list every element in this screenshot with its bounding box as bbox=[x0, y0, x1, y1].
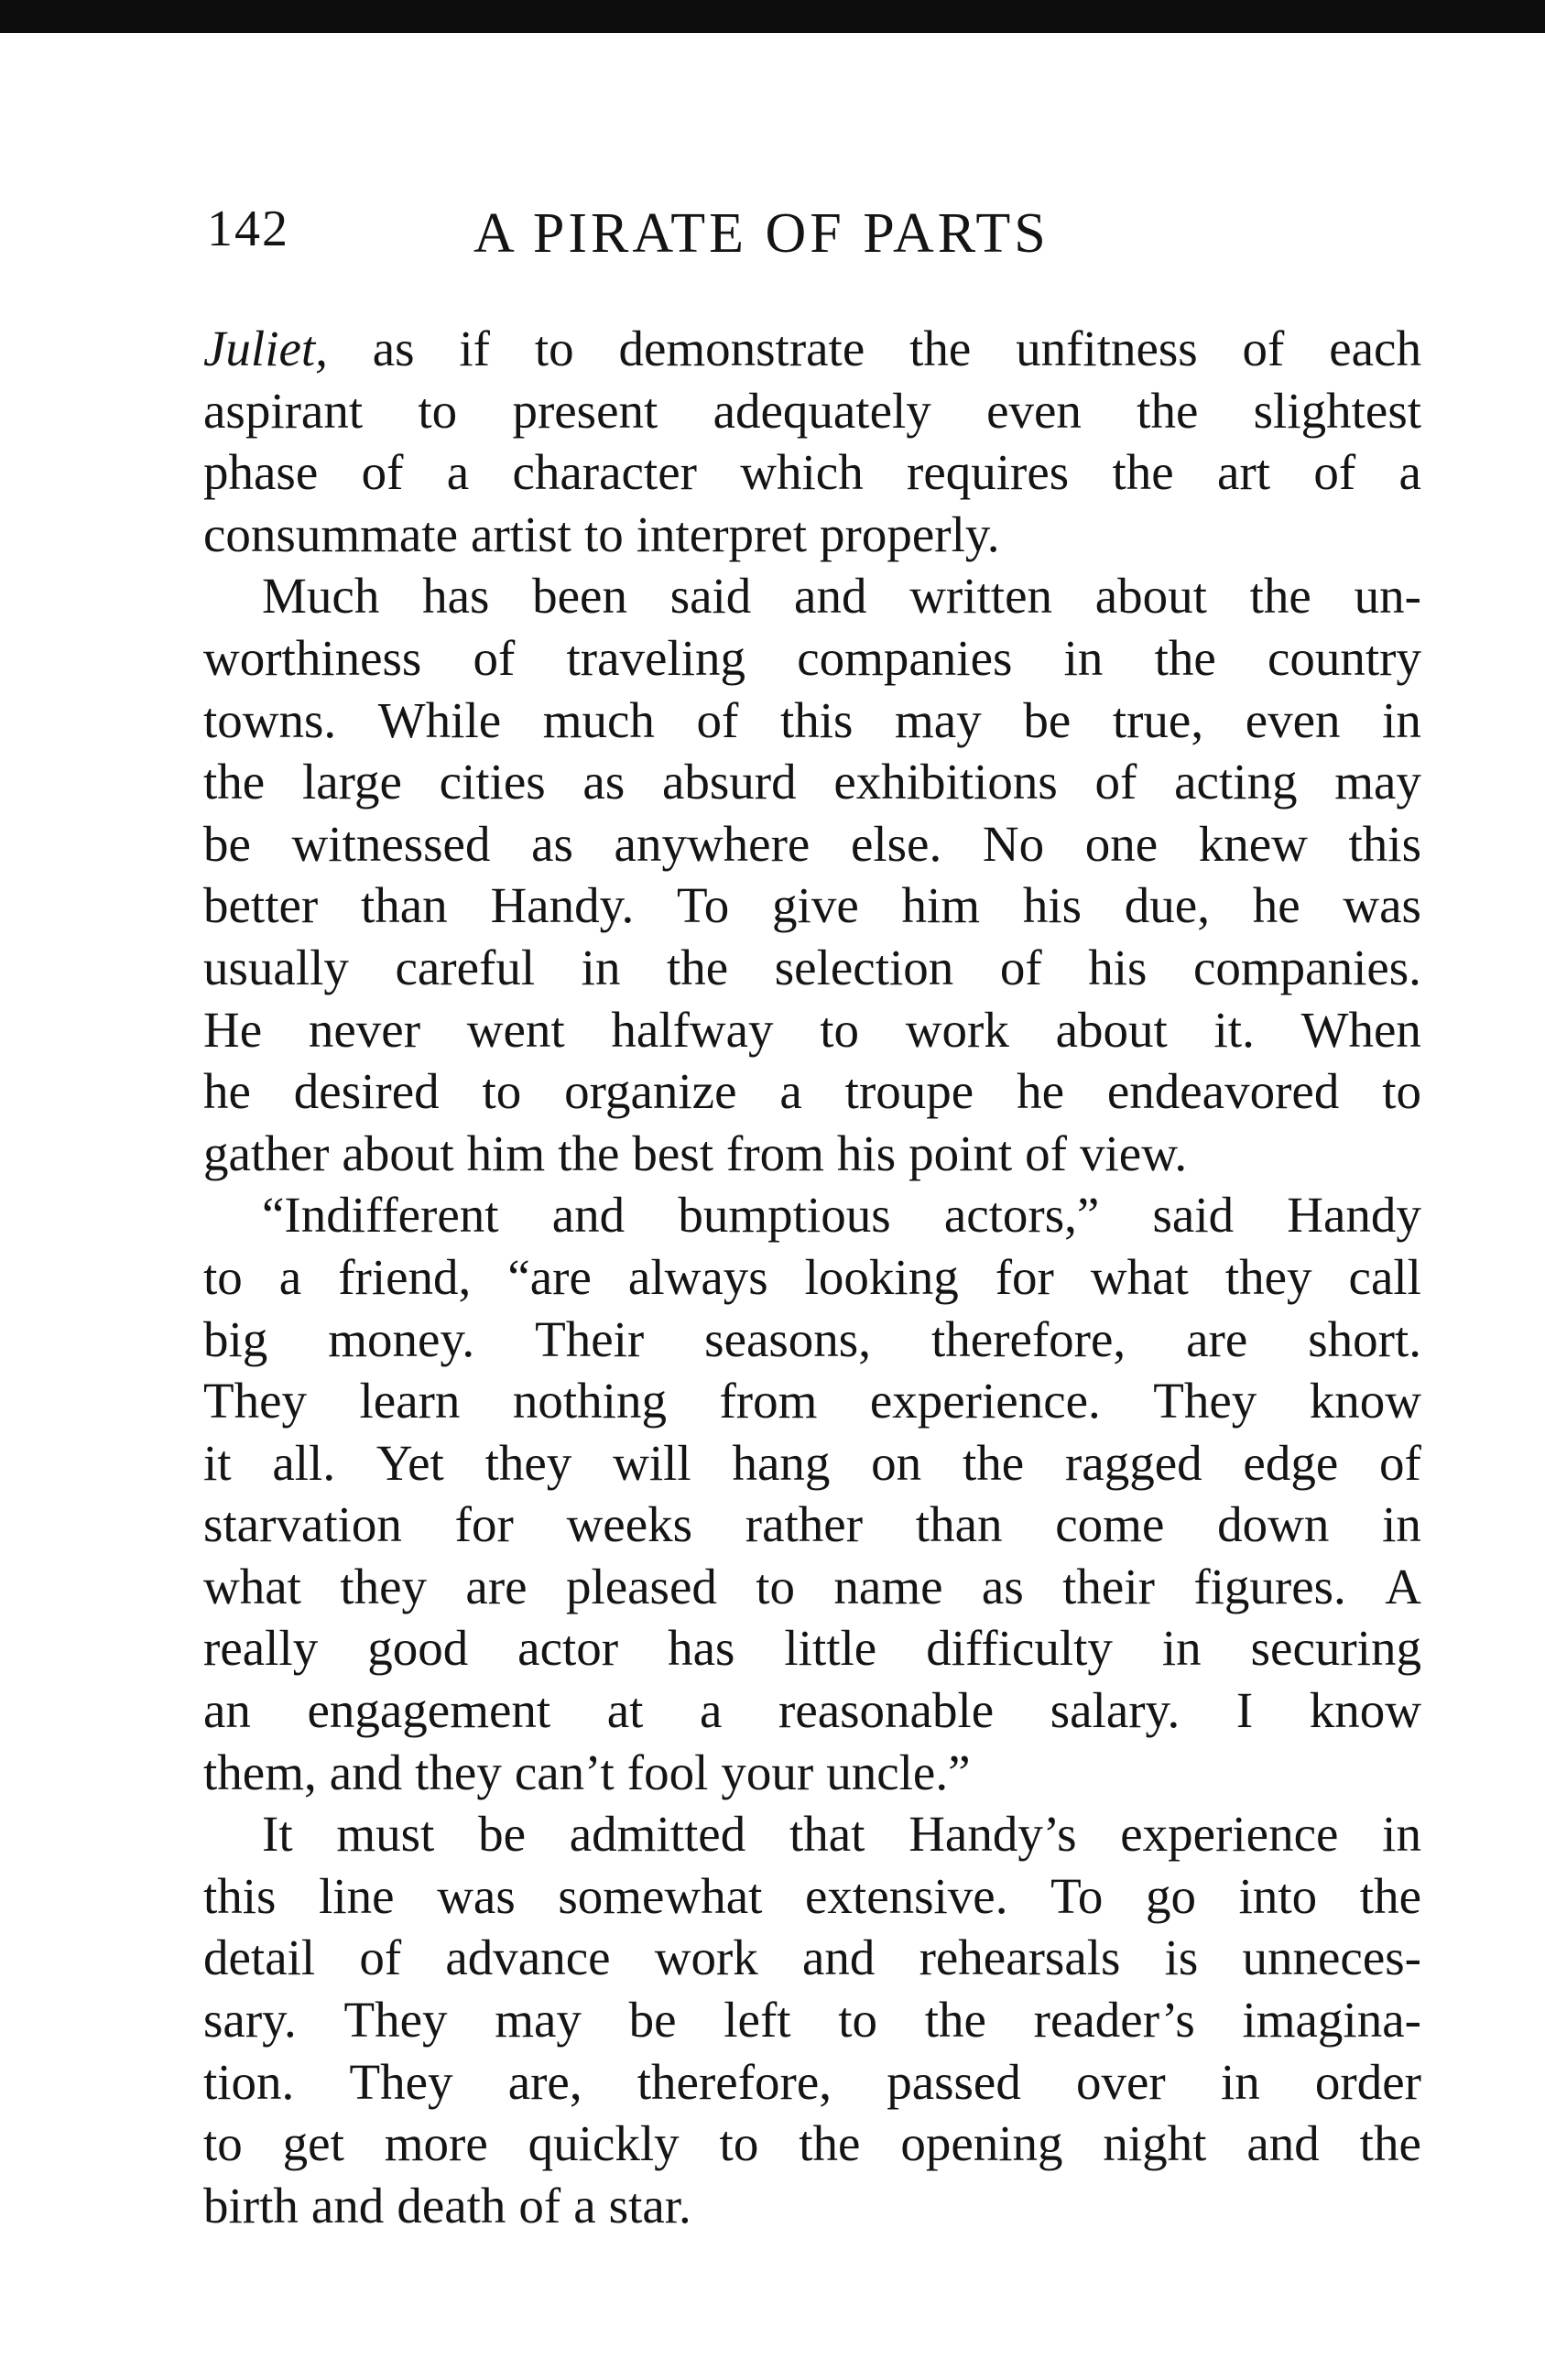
text-line: tion. They are, therefore, passed over in order bbox=[203, 2053, 1421, 2110]
text-line: phase of a character which requires the art of a bbox=[203, 444, 1421, 501]
text-line: what they are pleased to name as their figures. A bbox=[203, 1558, 1421, 1614]
text-line: aspirant to present adequately even the slightest bbox=[203, 382, 1421, 439]
text-line: detail of advance work and rehearsals is unneces- bbox=[203, 1929, 1421, 1986]
paragraph bbox=[203, 1803, 1421, 2236]
paragraph bbox=[203, 565, 1421, 1184]
text-line: he desired to organize a troupe he endeavored to bbox=[203, 1063, 1421, 1120]
text-line: They learn nothing from experience. They know bbox=[203, 1373, 1421, 1429]
text-line: to get more quickly to the opening night and the bbox=[203, 2115, 1421, 2172]
text-line: the large cities as absurd exhibitions of acting may bbox=[203, 754, 1421, 810]
text-line: this line was somewhat extensive. To go into the bbox=[203, 1867, 1421, 1924]
text-line: be witnessed as anywhere else. No one knew this bbox=[203, 815, 1421, 872]
page-number: 142 bbox=[207, 201, 289, 257]
text-line: towns. While much of this may be true, even in bbox=[203, 691, 1421, 748]
text-line: He never went halfway to work about it. When bbox=[203, 1001, 1421, 1058]
text-line: them, and they can’t fool your uncle.” bbox=[203, 1744, 971, 1800]
text-line: big money. Their seasons, therefore, are short. bbox=[203, 1310, 1421, 1367]
text-line: birth and death of a star. bbox=[203, 2177, 691, 2233]
text-line: to a friend, “are always looking for what they call bbox=[203, 1248, 1421, 1305]
body-text bbox=[203, 318, 1421, 2236]
text-line: Juliet, as if to demonstrate the unfitness of each bbox=[203, 321, 1421, 376]
top-border-rule bbox=[0, 0, 1545, 33]
text-line: an engagement at a reasonable salary. I know bbox=[203, 1682, 1421, 1739]
text-line: It must be admitted that Handy’s experience in bbox=[262, 1806, 1421, 1863]
paragraph bbox=[203, 1184, 1421, 1803]
text-line: sary. They may be left to the reader’s imagina- bbox=[203, 1992, 1421, 2049]
text-line: usually careful in the selection of his companies. bbox=[203, 939, 1421, 995]
running-head bbox=[203, 192, 1421, 279]
text-line: better than Handy. To give him his due, he was bbox=[203, 877, 1421, 934]
paragraph bbox=[203, 318, 1421, 565]
text-line: starvation for weeks rather than come down in bbox=[203, 1496, 1421, 1553]
text-line: Much has been said and written about the un- bbox=[262, 568, 1421, 625]
text-line: “Indifferent and bumptious actors,” said Handy bbox=[262, 1187, 1421, 1244]
text-line: gather about him the best from his point of view. bbox=[203, 1125, 1188, 1181]
running-title: A PIRATE OF PARTS bbox=[473, 202, 1050, 265]
text-line: consummate artist to interpret properly. bbox=[203, 505, 1000, 562]
text-line: it all. Yet they will hang on the ragged edge of bbox=[203, 1434, 1421, 1491]
book-page bbox=[203, 192, 1421, 2236]
text-line: really good actor has little difficulty in securing bbox=[203, 1620, 1421, 1677]
text-line: worthiness of traveling companies in the country bbox=[203, 629, 1421, 686]
